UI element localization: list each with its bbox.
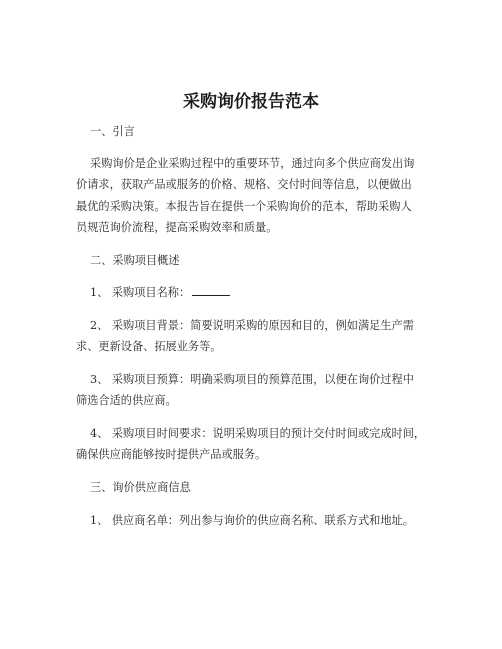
item-2-line-1: 2、 采购项目背景：简要说明采购的原因和目的，例如满足生产需 [90, 319, 414, 332]
item-4-line-2: 确保供应商能够按时提供产品或服务。 [76, 448, 267, 461]
supplier-item-1: 1、 供应商名单：列出参与询价的供应商名称、联系方式和地址。 [90, 514, 414, 527]
item-3-line-1: 3、 采购项目预算：明确采购项目的预算范围，以便在询价过程中 [90, 373, 414, 386]
item-3-line-2: 筛选合适的供应商。 [76, 394, 177, 407]
project-name-blank [192, 285, 230, 296]
intro-line-2: 价请求，获取产品或服务的价格、规格、交付时间等信息，以便做出 [76, 178, 412, 191]
item-1 [90, 285, 230, 301]
intro-line-4: 员规范询价流程，提高采购效率和质量。 [76, 221, 278, 234]
intro-line-3: 最优的采购决策。本报告旨在提供一个采购询价的范本，帮助采购人 [76, 200, 412, 213]
item-1-label: 1、 采购项目名称： [90, 286, 191, 299]
supplier-heading: 三、询价供应商信息 [90, 481, 191, 494]
intro-line-1: 采购询价是企业采购过程中的重要环节，通过向多个供应商发出询 [90, 157, 415, 170]
overview-heading: 二、采购项目概述 [90, 254, 180, 267]
document-title: 采购询价报告范本 [183, 92, 319, 112]
intro-heading: 一、引言 [90, 125, 135, 138]
item-2-line-2: 求、更新设备、拓展业务等。 [76, 340, 222, 353]
item-4-line-1: 4、 采购项目时间要求：说明采购项目的预计交付时间或完成时间， [90, 427, 426, 440]
